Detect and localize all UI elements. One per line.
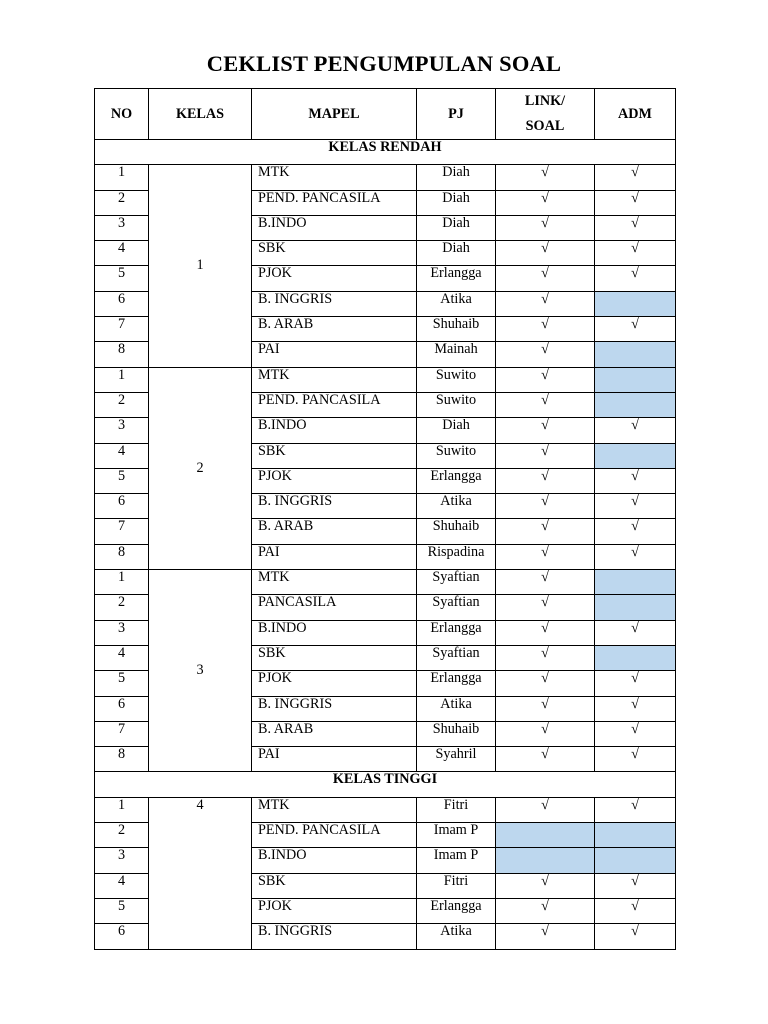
cell-pj: Syaftian	[417, 595, 496, 620]
cell-mapel: SBK	[252, 645, 417, 670]
cell-no: 3	[95, 848, 149, 873]
cell-no: 2	[95, 190, 149, 215]
document-title: CEKLIST PENGUMPULAN SOAL	[206, 51, 562, 76]
cell-no: 6	[95, 291, 149, 316]
table-row	[95, 165, 676, 190]
cell-pj: Shuhaib	[417, 519, 496, 544]
cell-link-soal: √	[496, 215, 595, 240]
cell-no: 1	[95, 165, 149, 190]
cell-adm: √	[595, 494, 676, 519]
cell-adm: √	[595, 519, 676, 544]
cell-mapel: B.INDO	[252, 418, 417, 443]
cell-no: 4	[95, 443, 149, 468]
cell-no: 5	[95, 468, 149, 493]
cell-link-soal: √	[496, 797, 595, 822]
cell-adm: √	[595, 544, 676, 569]
cell-pj: Atika	[417, 291, 496, 316]
cell-no: 8	[95, 544, 149, 569]
cell-pj: Suwito	[417, 443, 496, 468]
cell-link-soal: √	[496, 367, 595, 392]
cell-mapel: B. ARAB	[252, 317, 417, 342]
header-no: NO	[95, 89, 149, 140]
cell-mapel: B. INGGRIS	[252, 291, 417, 316]
cell-pj: Syahril	[417, 747, 496, 772]
cell-link-soal: √	[496, 494, 595, 519]
cell-no: 3	[95, 215, 149, 240]
table-row	[95, 367, 676, 392]
header-link-line2: SOAL	[525, 118, 565, 134]
cell-no: 6	[95, 696, 149, 721]
cell-pj: Diah	[417, 418, 496, 443]
cell-kelas: 1	[149, 165, 252, 367]
cell-no: 3	[95, 418, 149, 443]
cell-adm	[595, 367, 676, 392]
header-pj: PJ	[417, 89, 496, 140]
cell-pj: Syaftian	[417, 645, 496, 670]
cell-adm	[595, 570, 676, 595]
cell-mapel: B. ARAB	[252, 721, 417, 746]
cell-adm: √	[595, 671, 676, 696]
cell-no: 5	[95, 266, 149, 291]
section-row	[95, 772, 676, 797]
cell-pj: Shuhaib	[417, 317, 496, 342]
cell-pj: Diah	[417, 190, 496, 215]
cell-mapel: SBK	[252, 443, 417, 468]
cell-mapel: B. INGGRIS	[252, 494, 417, 519]
cell-kelas: 2	[149, 367, 252, 569]
cell-adm	[595, 291, 676, 316]
cell-mapel: SBK	[252, 241, 417, 266]
cell-link-soal: √	[496, 443, 595, 468]
header-kelas: KELAS	[149, 89, 252, 140]
cell-link-soal: √	[496, 898, 595, 923]
cell-no: 8	[95, 747, 149, 772]
cell-mapel: PAI	[252, 544, 417, 569]
cell-adm: √	[595, 797, 676, 822]
cell-pj: Suwito	[417, 392, 496, 417]
cell-mapel: MTK	[252, 165, 417, 190]
cell-link-soal: √	[496, 570, 595, 595]
cell-mapel: B. INGGRIS	[252, 924, 417, 949]
cell-pj: Erlangga	[417, 468, 496, 493]
cell-no: 6	[95, 494, 149, 519]
header-adm: ADM	[595, 89, 676, 140]
cell-adm: √	[595, 924, 676, 949]
section-row	[95, 140, 676, 165]
cell-mapel: PEND. PANCASILA	[252, 823, 417, 848]
cell-link-soal: √	[496, 544, 595, 569]
cell-link-soal: √	[496, 468, 595, 493]
cell-no: 7	[95, 317, 149, 342]
cell-pj: Atika	[417, 494, 496, 519]
cell-link-soal: √	[496, 392, 595, 417]
cell-link-soal: √	[496, 595, 595, 620]
cell-adm	[595, 823, 676, 848]
cell-mapel: PJOK	[252, 898, 417, 923]
cell-adm: √	[595, 721, 676, 746]
cell-mapel: PAI	[252, 747, 417, 772]
cell-pj: Atika	[417, 924, 496, 949]
cell-adm	[595, 392, 676, 417]
cell-pj: Diah	[417, 165, 496, 190]
cell-pj: Rispadina	[417, 544, 496, 569]
cell-mapel: B. ARAB	[252, 519, 417, 544]
cell-no: 6	[95, 924, 149, 949]
cell-pj: Atika	[417, 696, 496, 721]
cell-adm	[595, 443, 676, 468]
cell-adm: √	[595, 696, 676, 721]
cell-mapel: PJOK	[252, 671, 417, 696]
cell-link-soal: √	[496, 342, 595, 367]
cell-link-soal: √	[496, 696, 595, 721]
cell-adm	[595, 342, 676, 367]
cell-mapel: B.INDO	[252, 848, 417, 873]
cell-adm: √	[595, 190, 676, 215]
cell-link-soal: √	[496, 266, 595, 291]
cell-mapel: B.INDO	[252, 215, 417, 240]
cell-no: 3	[95, 620, 149, 645]
cell-no: 2	[95, 823, 149, 848]
cell-pj: Suwito	[417, 367, 496, 392]
cell-pj: Syaftian	[417, 570, 496, 595]
cell-no: 2	[95, 595, 149, 620]
cell-link-soal: √	[496, 190, 595, 215]
cell-mapel: PJOK	[252, 468, 417, 493]
cell-pj: Diah	[417, 241, 496, 266]
cell-link-soal: √	[496, 620, 595, 645]
cell-no: 5	[95, 898, 149, 923]
cell-mapel: PANCASILA	[252, 595, 417, 620]
cell-pj: Imam P	[417, 848, 496, 873]
cell-mapel: MTK	[252, 570, 417, 595]
header-link-soal	[496, 89, 595, 140]
cell-link-soal: √	[496, 291, 595, 316]
header-link-line1: LINK/	[524, 93, 566, 109]
cell-pj: Erlangga	[417, 671, 496, 696]
cell-no: 1	[95, 367, 149, 392]
cell-no: 8	[95, 342, 149, 367]
cell-adm: √	[595, 747, 676, 772]
cell-adm: √	[595, 266, 676, 291]
cell-mapel: MTK	[252, 797, 417, 822]
section-label: KELAS TINGGI	[95, 772, 676, 797]
section-label: KELAS RENDAH	[95, 140, 676, 165]
cell-adm	[595, 595, 676, 620]
cell-link-soal: √	[496, 671, 595, 696]
cell-no: 5	[95, 671, 149, 696]
header-mapel: MAPEL	[252, 89, 417, 140]
cell-no: 2	[95, 392, 149, 417]
table-body	[95, 140, 676, 950]
cell-adm: √	[595, 317, 676, 342]
cell-no: 1	[95, 570, 149, 595]
cell-adm: √	[595, 873, 676, 898]
cell-pj: Erlangga	[417, 266, 496, 291]
cell-kelas: 4	[149, 797, 252, 949]
cell-mapel: B. INGGRIS	[252, 696, 417, 721]
cell-adm	[595, 848, 676, 873]
cell-mapel: PAI	[252, 342, 417, 367]
cell-mapel: PJOK	[252, 266, 417, 291]
cell-mapel: MTK	[252, 367, 417, 392]
cell-mapel: PEND. PANCASILA	[252, 190, 417, 215]
cell-link-soal: √	[496, 317, 595, 342]
cell-mapel: B.INDO	[252, 620, 417, 645]
cell-no: 7	[95, 721, 149, 746]
cell-pj: Mainah	[417, 342, 496, 367]
cell-link-soal: √	[496, 747, 595, 772]
cell-pj: Imam P	[417, 823, 496, 848]
cell-link-soal	[496, 823, 595, 848]
cell-pj: Erlangga	[417, 620, 496, 645]
cell-pj: Diah	[417, 215, 496, 240]
cell-link-soal: √	[496, 721, 595, 746]
cell-adm: √	[595, 215, 676, 240]
header-row	[95, 89, 676, 140]
cell-pj: Fitri	[417, 797, 496, 822]
cell-link-soal: √	[496, 418, 595, 443]
cell-link-soal: √	[496, 519, 595, 544]
cell-link-soal: √	[496, 241, 595, 266]
cell-no: 1	[95, 797, 149, 822]
cell-link-soal	[496, 848, 595, 873]
cell-adm: √	[595, 165, 676, 190]
checklist-table	[94, 88, 676, 950]
cell-pj: Shuhaib	[417, 721, 496, 746]
cell-link-soal: √	[496, 924, 595, 949]
cell-mapel: SBK	[252, 873, 417, 898]
cell-mapel: PEND. PANCASILA	[252, 392, 417, 417]
cell-no: 4	[95, 241, 149, 266]
cell-link-soal: √	[496, 645, 595, 670]
cell-adm: √	[595, 468, 676, 493]
cell-link-soal: √	[496, 873, 595, 898]
cell-no: 7	[95, 519, 149, 544]
cell-kelas: 3	[149, 570, 252, 772]
cell-adm	[595, 645, 676, 670]
cell-pj: Erlangga	[417, 898, 496, 923]
cell-adm: √	[595, 620, 676, 645]
cell-adm: √	[595, 898, 676, 923]
table-row	[95, 797, 676, 822]
cell-no: 4	[95, 645, 149, 670]
table-row	[95, 570, 676, 595]
cell-link-soal: √	[496, 165, 595, 190]
cell-pj: Fitri	[417, 873, 496, 898]
cell-adm: √	[595, 241, 676, 266]
cell-no: 4	[95, 873, 149, 898]
cell-adm: √	[595, 418, 676, 443]
